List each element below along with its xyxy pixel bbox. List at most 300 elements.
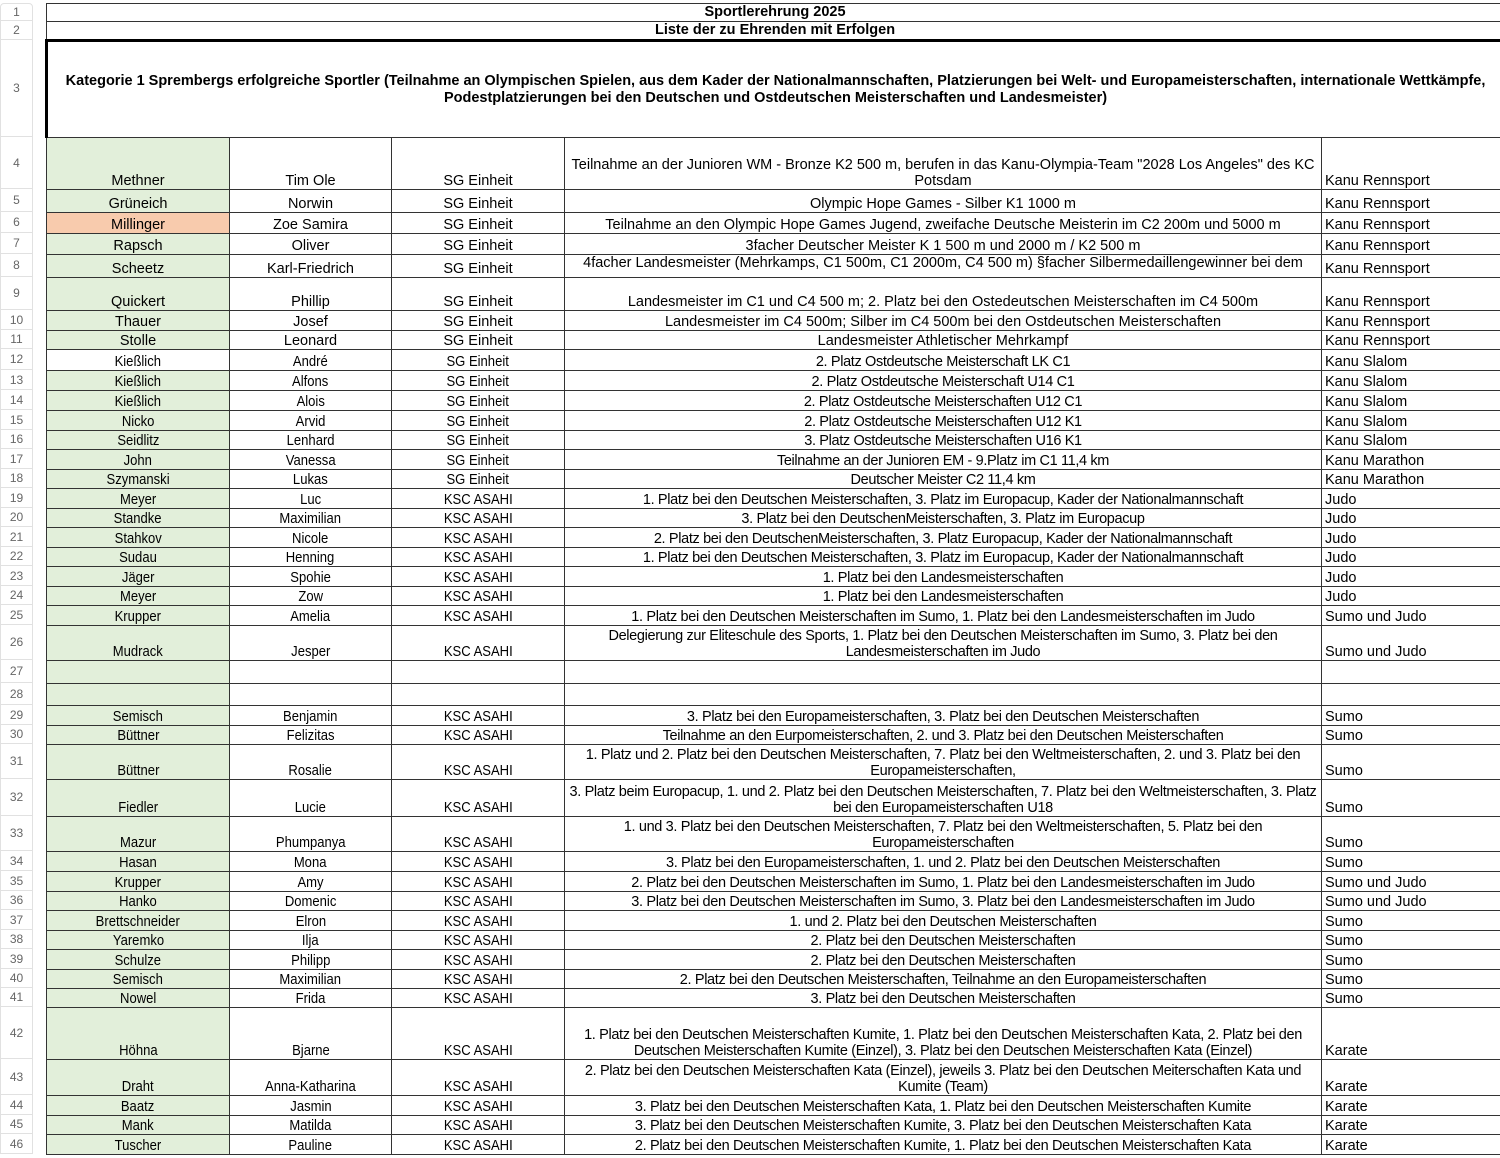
cell-achievement[interactable] (565, 509, 1322, 528)
cell-sport[interactable] (1322, 489, 1500, 509)
cell-sport-text: Karate (1325, 1137, 1368, 1154)
cell-sport[interactable] (1322, 411, 1500, 431)
cell-club[interactable] (392, 950, 565, 970)
cell-first-name[interactable] (230, 350, 392, 371)
cell-achievement[interactable] (565, 726, 1322, 745)
cell-achievement[interactable] (565, 911, 1322, 931)
cell-sport[interactable] (1322, 892, 1500, 911)
cell-last-name[interactable] (47, 311, 230, 331)
cell-first-name-text: Elron (295, 913, 326, 930)
cell-first-name[interactable] (230, 931, 392, 950)
cell-last-name[interactable] (47, 745, 230, 780)
cell-last-name-text: Fiedler (118, 799, 158, 816)
cell-last-name[interactable] (47, 706, 230, 726)
cell-last-name[interactable] (47, 1060, 230, 1096)
cell-first-name[interactable] (230, 1096, 392, 1116)
cell-club[interactable] (392, 138, 565, 190)
cell-achievement[interactable] (565, 892, 1322, 911)
cell-last-name[interactable] (47, 331, 230, 350)
sheet-title[interactable]: Sportlerehrung 2025 (47, 4, 1500, 22)
row-header-column (0, 3, 33, 1154)
row-number[interactable]: 25 (0, 605, 33, 625)
cell-achievement[interactable] (565, 234, 1322, 255)
cell-achievement[interactable] (565, 190, 1322, 213)
cell-last-name[interactable] (47, 1096, 230, 1116)
cell-last-name[interactable] (47, 509, 230, 528)
cell-achievement-text: 3. Platz bei den Deutschen Meisterschaften Kata, 1. Platz bei den Deutschen Meisterschaften Kumite (634, 1098, 1252, 1115)
cell-achievement[interactable] (565, 470, 1322, 489)
cell-achievement[interactable] (565, 661, 1322, 684)
cell-sport[interactable] (1322, 780, 1500, 817)
cell-first-name[interactable] (230, 431, 392, 450)
row-number[interactable]: 7 (0, 233, 33, 254)
cell-first-name-text: Felizitas (286, 727, 335, 744)
cell-club[interactable] (392, 626, 565, 661)
cell-first-name-text: Maximilian (279, 971, 342, 988)
cell-club[interactable] (392, 970, 565, 989)
cell-first-name[interactable] (230, 489, 392, 509)
cell-first-name[interactable] (230, 684, 392, 706)
cell-achievement[interactable] (565, 1135, 1322, 1155)
cell-last-name[interactable] (47, 190, 230, 213)
cell-club[interactable] (392, 311, 565, 331)
cell-club[interactable] (392, 470, 565, 489)
sheet-subtitle[interactable]: Liste der zu Ehrenden mit Erfolgen (47, 22, 1500, 41)
row-number[interactable]: 13 (0, 370, 33, 390)
cell-sport[interactable] (1322, 311, 1500, 331)
table-row (47, 350, 1500, 371)
row-number[interactable]: 30 (0, 725, 33, 744)
cell-club[interactable] (392, 450, 565, 470)
cell-first-name[interactable] (230, 872, 392, 892)
cell-sport[interactable] (1322, 213, 1500, 234)
cell-achievement[interactable] (565, 852, 1322, 872)
cell-club[interactable] (392, 255, 565, 278)
cell-last-name[interactable] (47, 411, 230, 431)
row-number[interactable]: 29 (0, 705, 33, 725)
cell-first-name[interactable] (230, 234, 392, 255)
cell-achievement[interactable] (565, 489, 1322, 509)
cell-sport[interactable] (1322, 587, 1500, 606)
cell-sport[interactable] (1322, 509, 1500, 528)
cell-achievement[interactable] (565, 371, 1322, 391)
cell-last-name[interactable] (47, 213, 230, 234)
cell-first-name[interactable] (230, 1116, 392, 1135)
cell-achievement[interactable] (565, 970, 1322, 989)
cell-last-name[interactable] (47, 450, 230, 470)
cell-last-name[interactable] (47, 684, 230, 706)
row-number[interactable]: 21 (0, 527, 33, 547)
cell-club-text: KSC ASAHI (443, 1117, 513, 1134)
cell-last-name[interactable] (47, 350, 230, 371)
cell-club[interactable] (392, 587, 565, 606)
cell-last-name-text: Methner (111, 172, 165, 189)
cell-last-name[interactable] (47, 1135, 230, 1155)
cell-sport[interactable] (1322, 726, 1500, 745)
row-number[interactable]: 46 (0, 1134, 33, 1154)
cell-first-name[interactable] (230, 706, 392, 726)
cell-last-name[interactable] (47, 726, 230, 745)
cell-last-name[interactable] (47, 911, 230, 931)
cell-first-name-text: Rosalie (288, 762, 333, 779)
cell-first-name[interactable] (230, 528, 392, 548)
cell-sport-text: Judo (1325, 588, 1357, 605)
cell-last-name[interactable] (47, 234, 230, 255)
cell-sport[interactable] (1322, 138, 1500, 190)
cell-first-name[interactable] (230, 1135, 392, 1155)
cell-first-name[interactable] (230, 311, 392, 331)
row-number[interactable]: 16 (0, 430, 33, 449)
cell-sport[interactable] (1322, 852, 1500, 872)
cell-sport[interactable] (1322, 1008, 1500, 1060)
row-number[interactable]: 41 (0, 988, 33, 1007)
row-number[interactable]: 17 (0, 449, 33, 469)
cell-achievement[interactable] (565, 989, 1322, 1008)
cell-club[interactable] (392, 817, 565, 852)
row-number[interactable]: 1 (0, 3, 33, 21)
row-number[interactable]: 36 (0, 891, 33, 910)
cell-last-name[interactable] (47, 970, 230, 989)
cell-sport[interactable] (1322, 1096, 1500, 1116)
cell-last-name[interactable] (47, 892, 230, 911)
cell-club[interactable] (392, 780, 565, 817)
row-number[interactable]: 12 (0, 349, 33, 370)
cell-club[interactable] (392, 548, 565, 567)
cell-club[interactable] (392, 745, 565, 780)
cell-achievement[interactable] (565, 450, 1322, 470)
cell-club[interactable] (392, 852, 565, 872)
cell-sport[interactable] (1322, 931, 1500, 950)
row-number[interactable]: 15 (0, 410, 33, 430)
cell-club[interactable] (392, 1060, 565, 1096)
cell-sport[interactable] (1322, 371, 1500, 391)
cell-first-name[interactable] (230, 371, 392, 391)
cell-first-name[interactable] (230, 213, 392, 234)
cell-sport[interactable] (1322, 234, 1500, 255)
row-number[interactable]: 37 (0, 910, 33, 930)
cell-achievement[interactable] (565, 872, 1322, 892)
cell-club[interactable] (392, 1116, 565, 1135)
cell-first-name[interactable] (230, 587, 392, 606)
cell-club-text: KSC ASAHI (443, 1137, 513, 1154)
cell-club[interactable] (392, 411, 565, 431)
cell-achievement[interactable] (565, 278, 1322, 311)
cell-sport[interactable] (1322, 548, 1500, 567)
row-number[interactable]: 9 (0, 277, 33, 310)
row-number[interactable]: 18 (0, 469, 33, 488)
cell-first-name[interactable] (230, 989, 392, 1008)
cell-sport[interactable] (1322, 278, 1500, 311)
cell-achievement[interactable] (565, 311, 1322, 331)
cell-last-name[interactable] (47, 587, 230, 606)
cell-last-name[interactable] (47, 138, 230, 190)
row-number[interactable]: 45 (0, 1115, 33, 1134)
cell-achievement[interactable] (565, 213, 1322, 234)
cell-achievement[interactable] (565, 1116, 1322, 1135)
cell-sport[interactable] (1322, 331, 1500, 350)
cell-sport[interactable] (1322, 606, 1500, 626)
cell-sport[interactable] (1322, 872, 1500, 892)
row-number[interactable]: 39 (0, 949, 33, 969)
cell-first-name[interactable] (230, 190, 392, 213)
cell-achievement-text: 1. Platz bei den Deutschen Meisterschaften im Sumo, 1. Platz bei den Landesmeisterschaften im Judo (631, 608, 1255, 625)
cell-achievement[interactable] (565, 931, 1322, 950)
cell-sport[interactable] (1322, 567, 1500, 587)
cell-achievement[interactable] (565, 706, 1322, 726)
cell-club[interactable] (392, 1135, 565, 1155)
row-number[interactable]: 23 (0, 566, 33, 586)
row-number[interactable]: 34 (0, 851, 33, 871)
cell-club[interactable] (392, 391, 565, 411)
cell-sport[interactable] (1322, 989, 1500, 1008)
row-number[interactable]: 14 (0, 390, 33, 410)
cell-first-name[interactable] (230, 745, 392, 780)
row-number[interactable]: 4 (0, 137, 33, 189)
cell-sport[interactable] (1322, 255, 1500, 278)
cell-first-name[interactable] (230, 780, 392, 817)
cell-club[interactable] (392, 350, 565, 371)
cell-achievement[interactable] (565, 626, 1322, 661)
table-row (47, 331, 1500, 350)
cell-last-name[interactable] (47, 470, 230, 489)
cell-club[interactable] (392, 892, 565, 911)
cell-club[interactable] (392, 431, 565, 450)
cell-first-name[interactable] (230, 970, 392, 989)
cell-first-name-text: Jesper (290, 643, 331, 660)
cell-sport[interactable] (1322, 684, 1500, 706)
cell-sport[interactable] (1322, 1116, 1500, 1135)
cell-last-name-text: Grüneich (108, 195, 168, 212)
cell-first-name[interactable] (230, 331, 392, 350)
cell-first-name[interactable] (230, 567, 392, 587)
row-number[interactable]: 11 (0, 330, 33, 349)
table-row (47, 587, 1500, 606)
cell-sport[interactable] (1322, 745, 1500, 780)
cell-club[interactable] (392, 190, 565, 213)
cell-first-name[interactable] (230, 411, 392, 431)
row-number[interactable]: 42 (0, 1007, 33, 1059)
cell-last-name[interactable] (47, 780, 230, 817)
cell-first-name[interactable] (230, 1008, 392, 1060)
row-number[interactable]: 40 (0, 969, 33, 988)
cell-sport[interactable] (1322, 911, 1500, 931)
row-number[interactable]: 6 (0, 212, 33, 233)
cell-club[interactable] (392, 528, 565, 548)
cell-achievement[interactable] (565, 1096, 1322, 1116)
row-number[interactable]: 26 (0, 625, 33, 660)
cell-first-name[interactable] (230, 548, 392, 567)
cell-sport[interactable] (1322, 1135, 1500, 1155)
cell-achievement-text: 3. Platz Ostdeutsche Meisterschaften U16 K1 (804, 432, 1082, 449)
cell-sport[interactable] (1322, 391, 1500, 411)
cell-first-name[interactable] (230, 470, 392, 489)
row-number[interactable]: 32 (0, 779, 33, 816)
cell-achievement[interactable] (565, 780, 1322, 817)
cell-sport[interactable] (1322, 450, 1500, 470)
cell-sport[interactable] (1322, 528, 1500, 548)
cell-achievement-text: 3. Platz bei den DeutschenMeisterschaften, 3. Platz im Europacup (741, 510, 1145, 527)
table-row (47, 371, 1500, 391)
cell-sport[interactable] (1322, 950, 1500, 970)
cell-first-name[interactable] (230, 911, 392, 931)
cell-club[interactable] (392, 371, 565, 391)
cell-sport[interactable] (1322, 970, 1500, 989)
cell-last-name[interactable] (47, 661, 230, 684)
cell-achievement-text: 1. Platz bei den Deutschen Meisterschaften, 3. Platz im Europacup, Kader der Nationalmannschaft (642, 491, 1244, 508)
table-row (47, 311, 1500, 331)
cell-club[interactable] (392, 213, 565, 234)
cell-last-name[interactable] (47, 989, 230, 1008)
cell-last-name[interactable] (47, 852, 230, 872)
cell-last-name[interactable] (47, 255, 230, 278)
cell-first-name[interactable] (230, 606, 392, 626)
cell-club[interactable] (392, 606, 565, 626)
cell-achievement[interactable] (565, 684, 1322, 706)
cell-last-name[interactable] (47, 931, 230, 950)
cell-club[interactable] (392, 567, 565, 587)
row-number[interactable]: 28 (0, 683, 33, 705)
cell-club[interactable] (392, 989, 565, 1008)
cell-achievement[interactable] (565, 255, 1322, 278)
cell-sport[interactable] (1322, 626, 1500, 661)
cell-last-name[interactable] (47, 1008, 230, 1060)
cell-sport[interactable] (1322, 470, 1500, 489)
row-number[interactable]: 35 (0, 871, 33, 891)
cell-club[interactable] (392, 684, 565, 706)
cell-sport[interactable] (1322, 190, 1500, 213)
row-number[interactable]: 38 (0, 930, 33, 949)
row-number[interactable]: 10 (0, 310, 33, 330)
cell-achievement-text: 2. Platz bei den Deutschen Meisterschaften (810, 932, 1076, 949)
cell-club[interactable] (392, 661, 565, 684)
cell-first-name[interactable] (230, 726, 392, 745)
row-number[interactable]: 19 (0, 488, 33, 508)
cell-last-name[interactable] (47, 431, 230, 450)
cell-first-name[interactable] (230, 138, 392, 190)
cell-club[interactable] (392, 726, 565, 745)
cell-first-name[interactable] (230, 278, 392, 311)
cell-achievement[interactable] (565, 567, 1322, 587)
cell-first-name[interactable] (230, 391, 392, 411)
cell-sport[interactable] (1322, 431, 1500, 450)
cell-last-name[interactable] (47, 278, 230, 311)
cell-achievement[interactable] (565, 548, 1322, 567)
cell-achievement[interactable] (565, 1008, 1322, 1060)
cell-last-name-text: Krupper (114, 608, 162, 625)
cell-last-name[interactable] (47, 626, 230, 661)
cell-first-name[interactable] (230, 1060, 392, 1096)
table-row (47, 684, 1500, 706)
cell-achievement[interactable] (565, 331, 1322, 350)
cell-achievement[interactable] (565, 350, 1322, 371)
row-number[interactable]: 24 (0, 586, 33, 605)
cell-achievement[interactable] (565, 1060, 1322, 1096)
table-row (47, 450, 1500, 470)
cell-first-name[interactable] (230, 950, 392, 970)
cell-achievement[interactable] (565, 745, 1322, 780)
row-number[interactable]: 33 (0, 816, 33, 851)
cell-achievement[interactable] (565, 528, 1322, 548)
cell-achievement[interactable] (565, 950, 1322, 970)
cell-sport[interactable] (1322, 350, 1500, 371)
row-number[interactable]: 2 (0, 21, 33, 40)
cell-first-name[interactable] (230, 509, 392, 528)
cell-sport[interactable] (1322, 1060, 1500, 1096)
cell-first-name[interactable] (230, 626, 392, 661)
cell-club[interactable] (392, 1008, 565, 1060)
cell-club[interactable] (392, 331, 565, 350)
cell-first-name[interactable] (230, 852, 392, 872)
cell-last-name[interactable] (47, 567, 230, 587)
table-row (47, 817, 1500, 852)
table-row (47, 1060, 1500, 1096)
cell-sport[interactable] (1322, 661, 1500, 684)
cell-last-name[interactable] (47, 1116, 230, 1135)
cell-club[interactable] (392, 931, 565, 950)
cell-achievement[interactable] (565, 817, 1322, 852)
category-description[interactable]: Kategorie 1 Sprembergs erfolgreiche Sportler (Teilnahme an Olympischen Spielen, aus dem Kader der Nationalmannschaften, Platzierungen bei Welt- und Europameisterschaften, internationale Wettkämpfe, Podestplatzierungen bei den Deutschen und Ostdeutschen Meisterschaften und Landesmeister) (47, 41, 1500, 138)
cell-club[interactable] (392, 489, 565, 509)
row-number[interactable]: 20 (0, 508, 33, 527)
cell-first-name[interactable] (230, 661, 392, 684)
row-number[interactable]: 8 (0, 254, 33, 277)
cell-last-name[interactable] (47, 606, 230, 626)
cell-last-name[interactable] (47, 817, 230, 852)
row-number[interactable]: 27 (0, 660, 33, 683)
cell-club[interactable] (392, 278, 565, 311)
cell-first-name-text: Anna-Katharina (265, 1078, 356, 1095)
cell-last-name[interactable] (47, 872, 230, 892)
cell-club[interactable] (392, 1096, 565, 1116)
cell-achievement-text: 3. Platz bei den Deutschen Meisterschaften im Sumo, 3. Platz bei den Landesmeisterschaften im Judo (631, 893, 1255, 910)
cell-club-text: KSC ASAHI (443, 510, 513, 527)
cell-first-name[interactable] (230, 450, 392, 470)
row-number[interactable]: 3 (0, 40, 33, 137)
cell-club[interactable] (392, 509, 565, 528)
row-number[interactable]: 31 (0, 744, 33, 779)
cell-achievement[interactable] (565, 606, 1322, 626)
row-number[interactable]: 22 (0, 547, 33, 566)
cell-last-name[interactable] (47, 371, 230, 391)
cell-first-name[interactable] (230, 255, 392, 278)
cell-achievement[interactable] (565, 411, 1322, 431)
cell-last-name[interactable] (47, 489, 230, 509)
cell-achievement[interactable] (565, 431, 1322, 450)
cell-achievement[interactable] (565, 587, 1322, 606)
cell-last-name[interactable] (47, 950, 230, 970)
row-number[interactable]: 44 (0, 1095, 33, 1115)
cell-achievement[interactable] (565, 391, 1322, 411)
cell-last-name[interactable] (47, 528, 230, 548)
cell-club[interactable] (392, 872, 565, 892)
cell-first-name[interactable] (230, 817, 392, 852)
cell-last-name-text: Höhna (118, 1042, 158, 1059)
cell-club[interactable] (392, 706, 565, 726)
cell-last-name[interactable] (47, 548, 230, 567)
cell-club[interactable] (392, 234, 565, 255)
cell-sport[interactable] (1322, 817, 1500, 852)
cell-last-name[interactable] (47, 391, 230, 411)
table-row (47, 213, 1500, 234)
cell-last-name-text: Stahkov (114, 530, 162, 547)
cell-first-name[interactable] (230, 892, 392, 911)
row-number[interactable]: 5 (0, 189, 33, 212)
cell-sport[interactable] (1322, 706, 1500, 726)
cell-club-text: SG Einheit (446, 452, 510, 469)
cell-achievement[interactable] (565, 138, 1322, 190)
cell-club[interactable] (392, 911, 565, 931)
row-number[interactable]: 43 (0, 1059, 33, 1095)
